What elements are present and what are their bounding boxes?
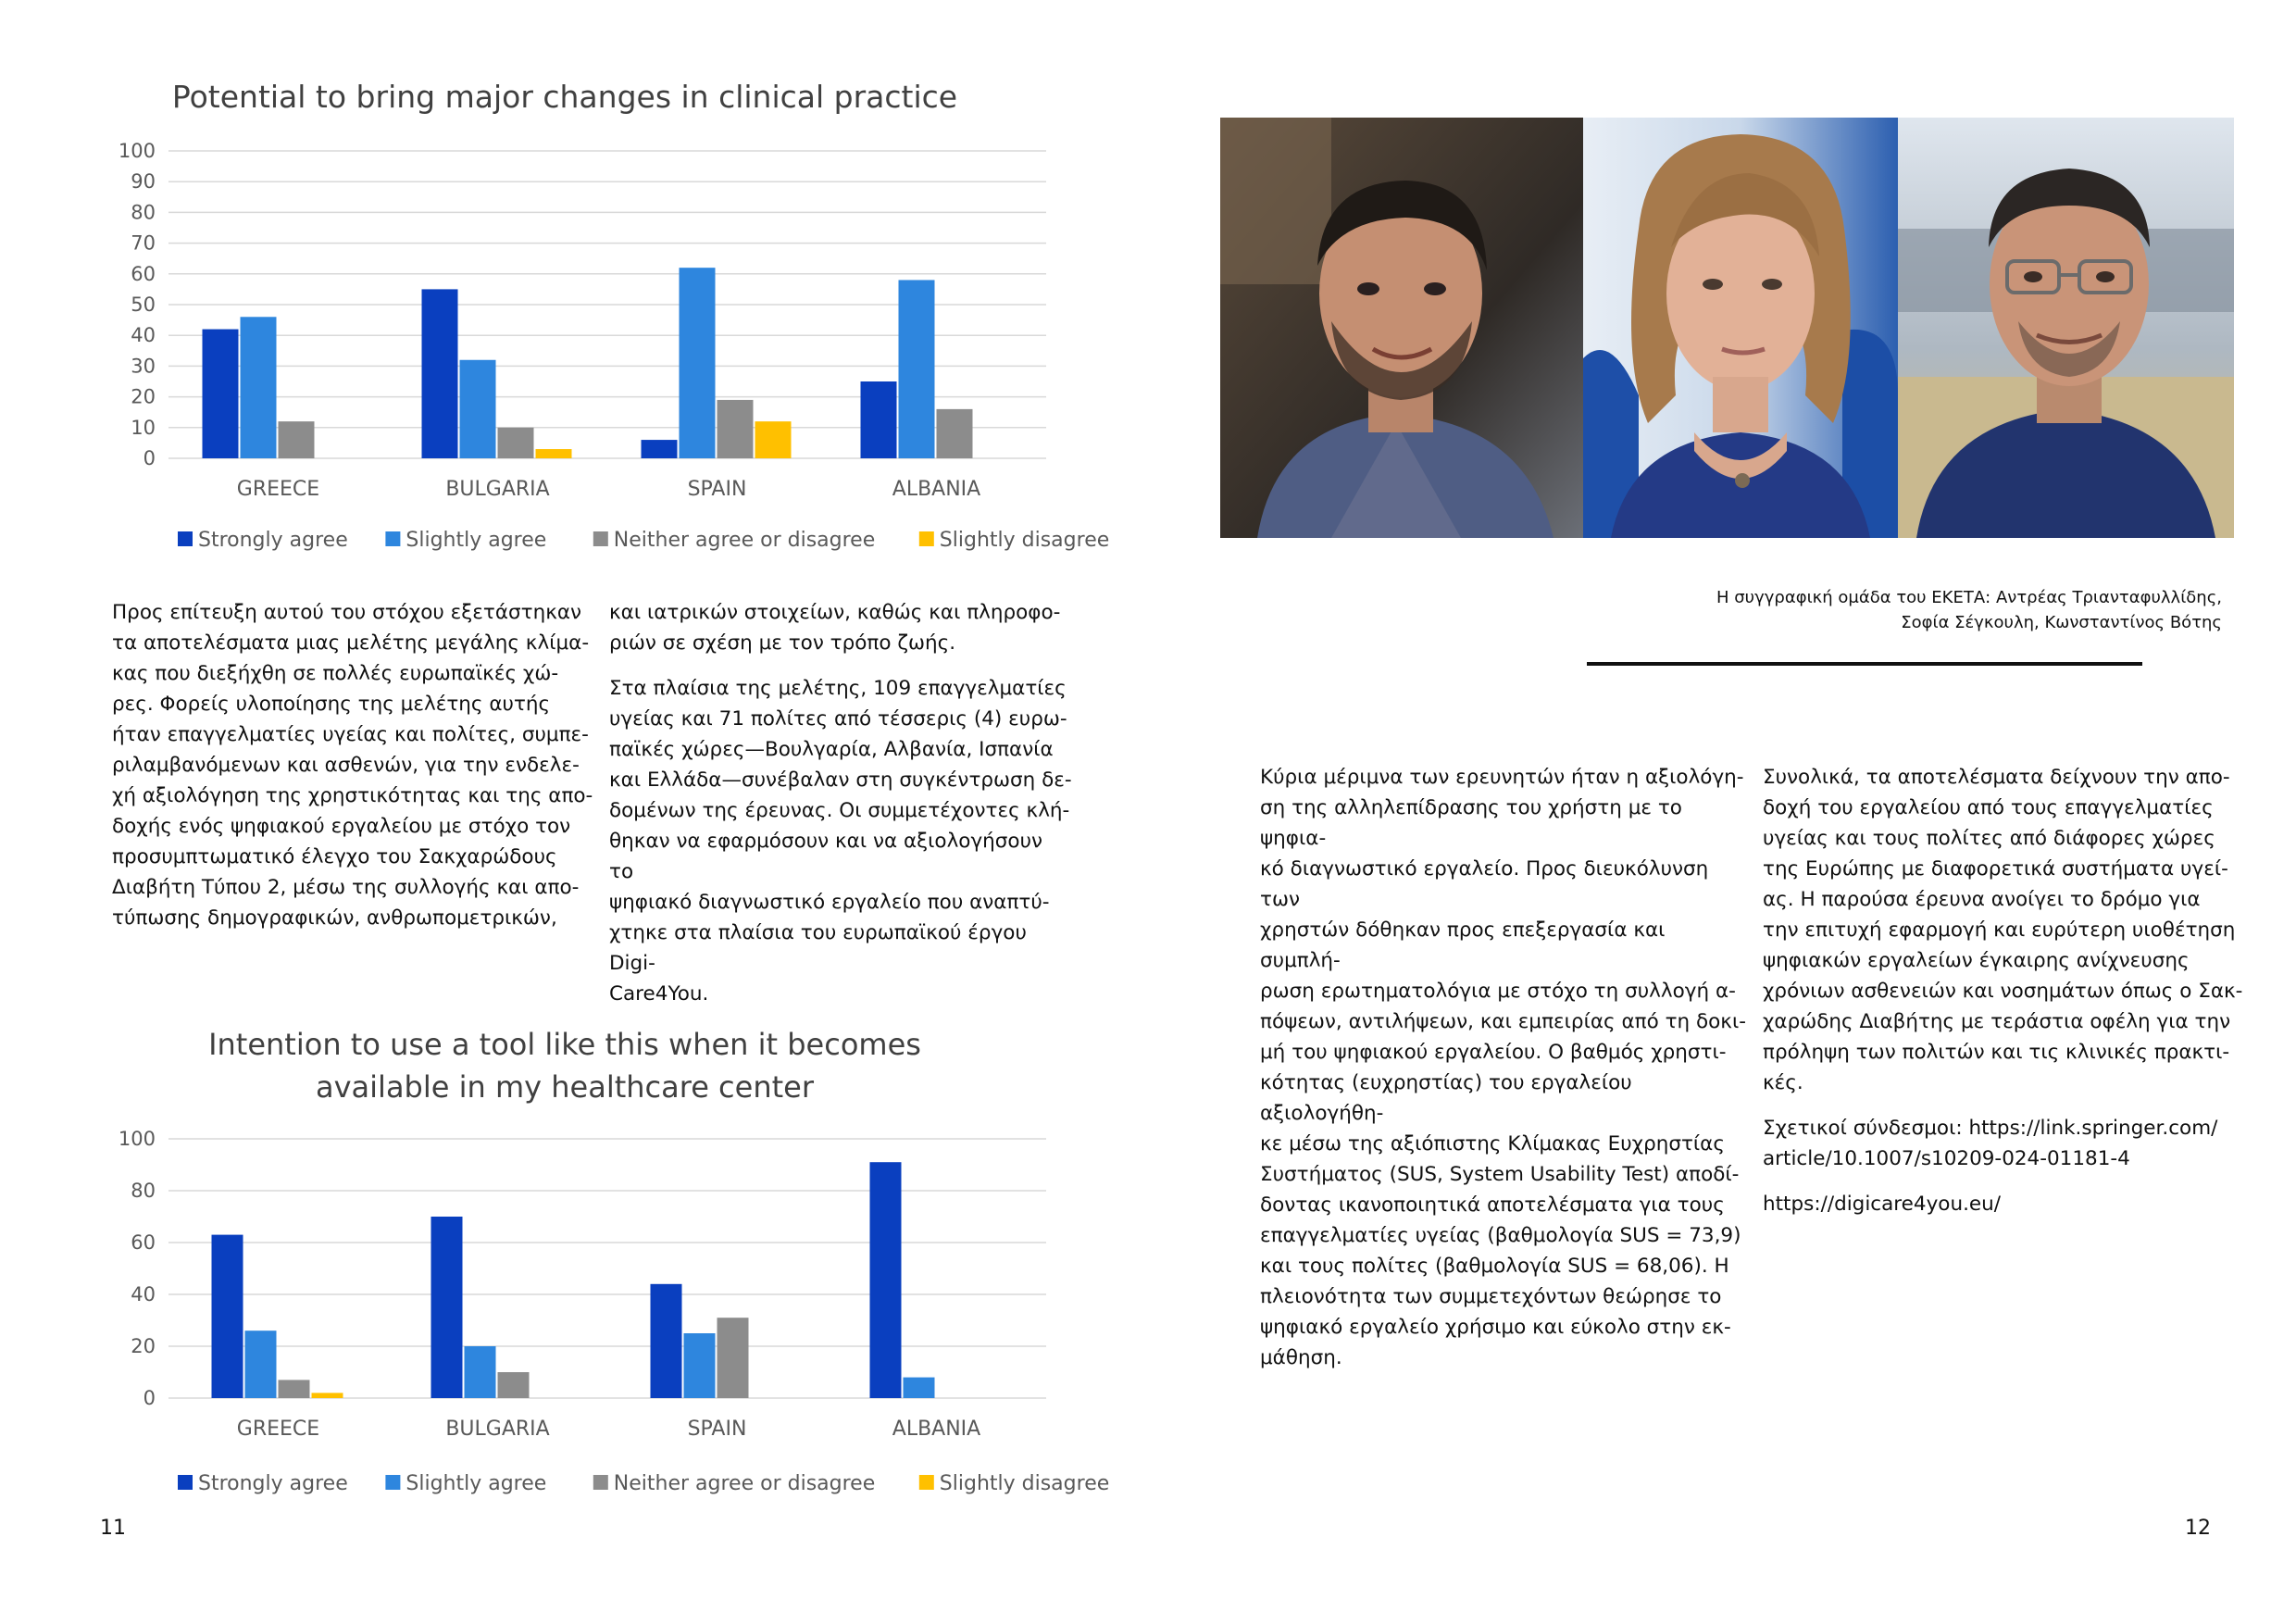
bar: [680, 268, 716, 458]
left-text-column-1: [112, 597, 593, 948]
legend-swatch: [919, 1475, 934, 1490]
legend-swatch: [385, 531, 400, 546]
related-links[interactable]: Σχετικοί σύνδεσμοι: https://link.springer.com/ article/10.1007/s10209-024-01181-4: [1763, 1117, 2218, 1170]
x-category-label: BULGARIA: [445, 1418, 550, 1441]
chart-intention-to-use: [93, 1023, 1110, 1505]
portrait-man-glasses: [1898, 118, 2234, 538]
paragraph: Προς επίτευξη αυτού του στόχου εξετάστηκαν τα αποτελέσματα μιας μελέτης μεγάλης κλίμα- κας που διεξήχθη σε πολλές ευρωπαϊκές χώ- ρες. Φορείς υλοποίησης της μελέτης αυτής ήταν επαγγελματίες υγείας και πολίτες, συμπε- ριλαμβανόμενων και ασθενών, για την ενδελε- χή αξιολόγηση της χρηστικότητας και της απο- δοχής ενός ψηφιακού εργαλείου με στόχο τον προσυμπτωματικό έλεγχο του Σακχαρώδους Διαβήτη Τύπου 2, μέσω της συλλογής και απο- τύπωσης δημογραφικών, ανθρωπομετρικών,: [112, 601, 593, 930]
x-category-label: BULGARIA: [445, 478, 550, 501]
caption-divider: [1587, 662, 2142, 666]
y-tick-label: 80: [131, 201, 156, 224]
legend-label: Strongly agree: [198, 1472, 348, 1495]
bar: [498, 428, 534, 458]
left-text-column-2: [609, 597, 1072, 1024]
bar: [861, 381, 897, 458]
legend-label: Slightly agree: [406, 1472, 547, 1495]
y-tick-label: 50: [131, 294, 156, 316]
portrait-woman-image: [1583, 118, 1898, 538]
chart-title: Potential to bring major changes in clinical practice: [171, 79, 958, 115]
page-number-left: 11: [100, 1517, 126, 1540]
y-tick-label: 70: [131, 231, 156, 255]
legend-swatch: [593, 531, 608, 546]
legend-label: Strongly agree: [198, 529, 348, 552]
caption-line-2: Σοφία Σέγκουλη, Κωνσταντίνος Βότης: [1901, 613, 2222, 632]
y-tick-label: 0: [143, 1387, 156, 1409]
bar: [279, 421, 315, 458]
bar: [937, 409, 973, 458]
bar: [422, 289, 458, 458]
bar: [718, 400, 754, 458]
author-photos: [1220, 118, 2234, 538]
page-number-right: 12: [2185, 1517, 2211, 1540]
x-category-label: SPAIN: [687, 1418, 747, 1441]
x-category-label: ALBANIA: [892, 478, 981, 501]
paragraph: Στα πλαίσια της μελέτης, 109 επαγγελματίες υγείας και 71 πολίτες από τέσσερις (4) ευρω- παϊκές χώρες—Βουλγαρία, Αλβανία, Ισπανία και Ελλάδα—συνέβαλαν στη συγκέντρωση δε- δομένων της έρευνας. Οι συμμετέχοντες κλή- θηκαν να εφαρμόσουν και να αξιολογήσουν το ψηφιακό διαγνωστικό εργαλείο που αναπτύ- χτηκε στα πλαίσια του ευρωπαϊκού έργου Digi- Care4You.: [609, 677, 1072, 1006]
bar: [465, 1346, 496, 1398]
x-category-label: GREECE: [236, 1418, 320, 1441]
y-tick-label: 40: [131, 324, 156, 347]
legend-swatch: [385, 1475, 400, 1490]
y-tick-label: 30: [131, 355, 156, 378]
bar: [498, 1372, 530, 1398]
bar: [684, 1333, 716, 1398]
legend-label: Slightly agree: [406, 529, 547, 552]
legend-swatch: [178, 531, 193, 546]
y-tick-label: 60: [131, 262, 156, 285]
photo-caption: [1574, 585, 2222, 635]
y-tick-label: 100: [118, 140, 156, 162]
y-tick-label: 20: [131, 1335, 156, 1357]
y-tick-label: 90: [131, 170, 156, 194]
bar: [245, 1330, 277, 1398]
bar: [312, 1393, 343, 1398]
bar: [718, 1318, 749, 1398]
chart-title-line1: Intention to use a tool like this when it becomes: [208, 1027, 921, 1062]
bar: [651, 1284, 682, 1398]
bar: [870, 1162, 902, 1398]
bar: [642, 440, 678, 458]
portrait-man-beard: [1220, 118, 1583, 538]
bar: [904, 1378, 935, 1398]
bar: [241, 317, 277, 458]
portrait-man-beard-image: [1220, 118, 1583, 538]
bar: [279, 1380, 310, 1398]
x-category-label: GREECE: [236, 478, 320, 501]
bar: [460, 360, 496, 458]
legend-label: Slightly disagree: [939, 1472, 1110, 1495]
chart-intention-to-use-svg: [93, 1023, 1110, 1505]
bar: [755, 421, 792, 458]
legend-label: Slightly disagree: [939, 529, 1110, 552]
portrait-woman: [1583, 118, 1898, 538]
chart-potential-changes: [93, 65, 1110, 565]
bar: [431, 1217, 463, 1398]
chart-title-line2: available in my healthcare center: [316, 1069, 814, 1105]
portrait-man-glasses-image: [1898, 118, 2234, 538]
bar: [899, 280, 935, 458]
paragraph: Συνολικά, τα αποτελέσματα δείχνουν την απο- δοχή του εργαλείου από τους επαγγελματίες υγείας και τους πολίτες από διάφορες χώρες της Ευρώπης με διαφορετικά συστήματα υγεί- ας. Η παρούσα έρευνα ανοίγει το δρόμο για την επιτυχή εφαρμογή και ευρύτερη υιοθέτηση ψηφιακών εργαλείων έγκαιρης ανίχνευσης χρόνιων ασθενειών και νοσημάτων όπως ο Σακ- χαρώδης Διαβήτης με τεράστια οφέλη για την πρόληψη των πολιτών και τις κλινικές πρακτι- κές.: [1763, 766, 2243, 1094]
bar: [536, 449, 572, 458]
legend-swatch: [919, 531, 934, 546]
y-tick-label: 80: [131, 1180, 156, 1202]
y-tick-label: 20: [131, 385, 156, 408]
legend-label: Neither agree or disagree: [613, 529, 876, 552]
y-tick-label: 60: [131, 1231, 156, 1254]
y-tick-label: 100: [118, 1128, 156, 1150]
bar: [203, 330, 239, 458]
x-category-label: ALBANIA: [892, 1418, 981, 1441]
paragraph: και ιατρικών στοιχείων, καθώς και πληροφο- ριών σε σχέση με τον τρόπο ζωής.: [609, 601, 1061, 655]
legend-label: Neither agree or disagree: [613, 1472, 876, 1495]
caption-line-1: Η συγγραφική ομάδα του ΕΚΕΤΑ: Αντρέας Τριανταφυλλίδης,: [1716, 588, 2222, 607]
y-tick-label: 10: [131, 416, 156, 439]
bar: [212, 1235, 243, 1398]
legend-swatch: [178, 1475, 193, 1490]
x-category-label: SPAIN: [687, 478, 747, 501]
legend-swatch: [593, 1475, 608, 1490]
right-text-column-2: [1763, 762, 2244, 1234]
website-link[interactable]: https://digicare4you.eu/: [1763, 1193, 2002, 1216]
chart-potential-changes-svg: [93, 65, 1110, 565]
y-tick-label: 40: [131, 1283, 156, 1305]
y-tick-label: 0: [143, 447, 156, 469]
right-text-column-1: [1260, 762, 1751, 1388]
paragraph: Κύρια μέριμνα των ερευνητών ήταν η αξιολόγη- ση της αλληλεπίδρασης του χρήστη με το ψηφια- κό διαγνωστικό εργαλείο. Προς διευκόλυνση των χρηστών δόθηκαν προς επεξεργασία και συμπλή- ρωση ερωτηματολόγια με στόχο τη συλλογή α- πόψεων, αντιλήψεων, και εμπειρίας από τη δοκι- μή του ψηφιακού εργαλείου. Ο βαθμός χρηστι- κότητας (ευχρηστίας) του εργαλείου αξιολογήθη- κε μέσω της αξιόπιστης Κλίμακας Ευχρηστίας Συστήματος (SUS, System Usability Test) αποδί- δοντας ικανοποιητικά αποτελέσματα για τους επαγγελματίες υγείας (βαθμολογία SUS = 73,9) και τους πολίτες (βαθμολογία SUS = 68,06). Η πλειονότητα των συμμετεχόντων θεώρησε το ψηφιακό εργαλείο χρήσιμο και εύκολο στην εκ- μάθηση.: [1260, 766, 1746, 1369]
